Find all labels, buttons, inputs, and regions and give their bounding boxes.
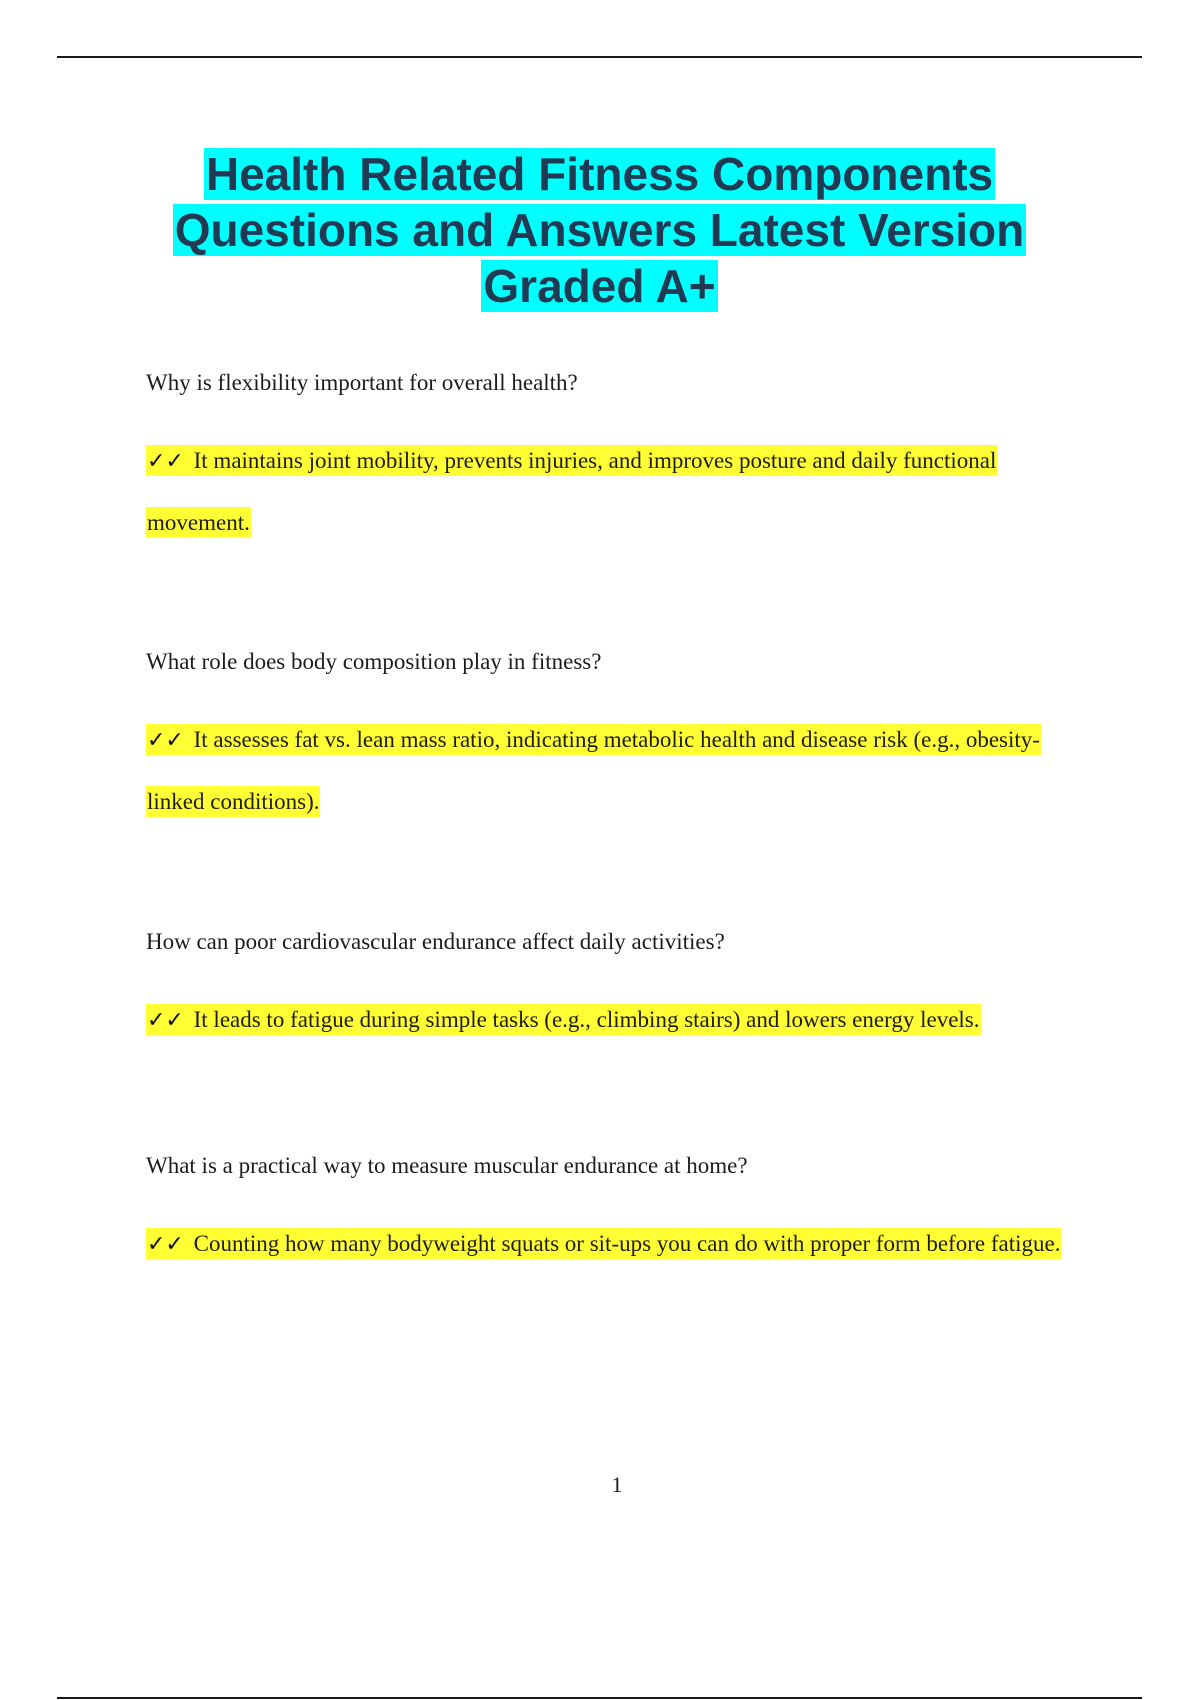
qa-item xyxy=(146,648,1086,832)
answer-highlight xyxy=(146,445,997,538)
qa-item xyxy=(146,928,1086,1051)
answer-highlight xyxy=(146,724,1041,817)
header-rule xyxy=(57,56,1142,58)
answer-text: It leads to fatigue during simple tasks (e.g., climbing stairs) and lowers energy levels. xyxy=(193,1007,980,1032)
page-number: 1 xyxy=(611,1472,623,1497)
answer-block xyxy=(146,1213,1086,1275)
answer-highlight xyxy=(146,1004,981,1035)
question-text: What role does body composition play in fitness? xyxy=(146,649,602,674)
footer-rule xyxy=(57,1697,1142,1699)
question-text: Why is flexibility important for overall health? xyxy=(146,370,578,395)
double-check-icon: ✓✓ xyxy=(147,1232,184,1257)
answer-highlight xyxy=(146,1228,1061,1259)
title-line-1: Health Related Fitness Components xyxy=(205,148,994,200)
question-text: How can poor cardiovascular endurance affect daily activities? xyxy=(146,929,725,954)
document-title xyxy=(57,146,1142,314)
answer-block xyxy=(146,430,1086,553)
title-line-3: Graded A+ xyxy=(483,260,716,312)
question-text: What is a practical way to measure muscular endurance at home? xyxy=(146,1153,748,1178)
double-check-icon: ✓✓ xyxy=(147,1008,184,1033)
double-check-icon: ✓✓ xyxy=(147,449,184,474)
answer-block xyxy=(146,989,1086,1051)
qa-item xyxy=(146,369,1086,553)
qa-item xyxy=(146,1152,1086,1275)
answer-text: It maintains joint mobility, prevents injuries, and improves posture and daily functional movement. xyxy=(147,448,997,535)
double-check-icon: ✓✓ xyxy=(147,728,184,753)
title-line-2: Questions and Answers Latest Version xyxy=(174,204,1025,256)
answer-text: It assesses fat vs. lean mass ratio, indicating metabolic health and disease risk (e.g., obesity-linked conditions). xyxy=(147,727,1040,814)
answer-block xyxy=(146,709,1086,832)
answer-text: Counting how many bodyweight squats or sit-ups you can do with proper form before fatigue. xyxy=(193,1231,1061,1256)
